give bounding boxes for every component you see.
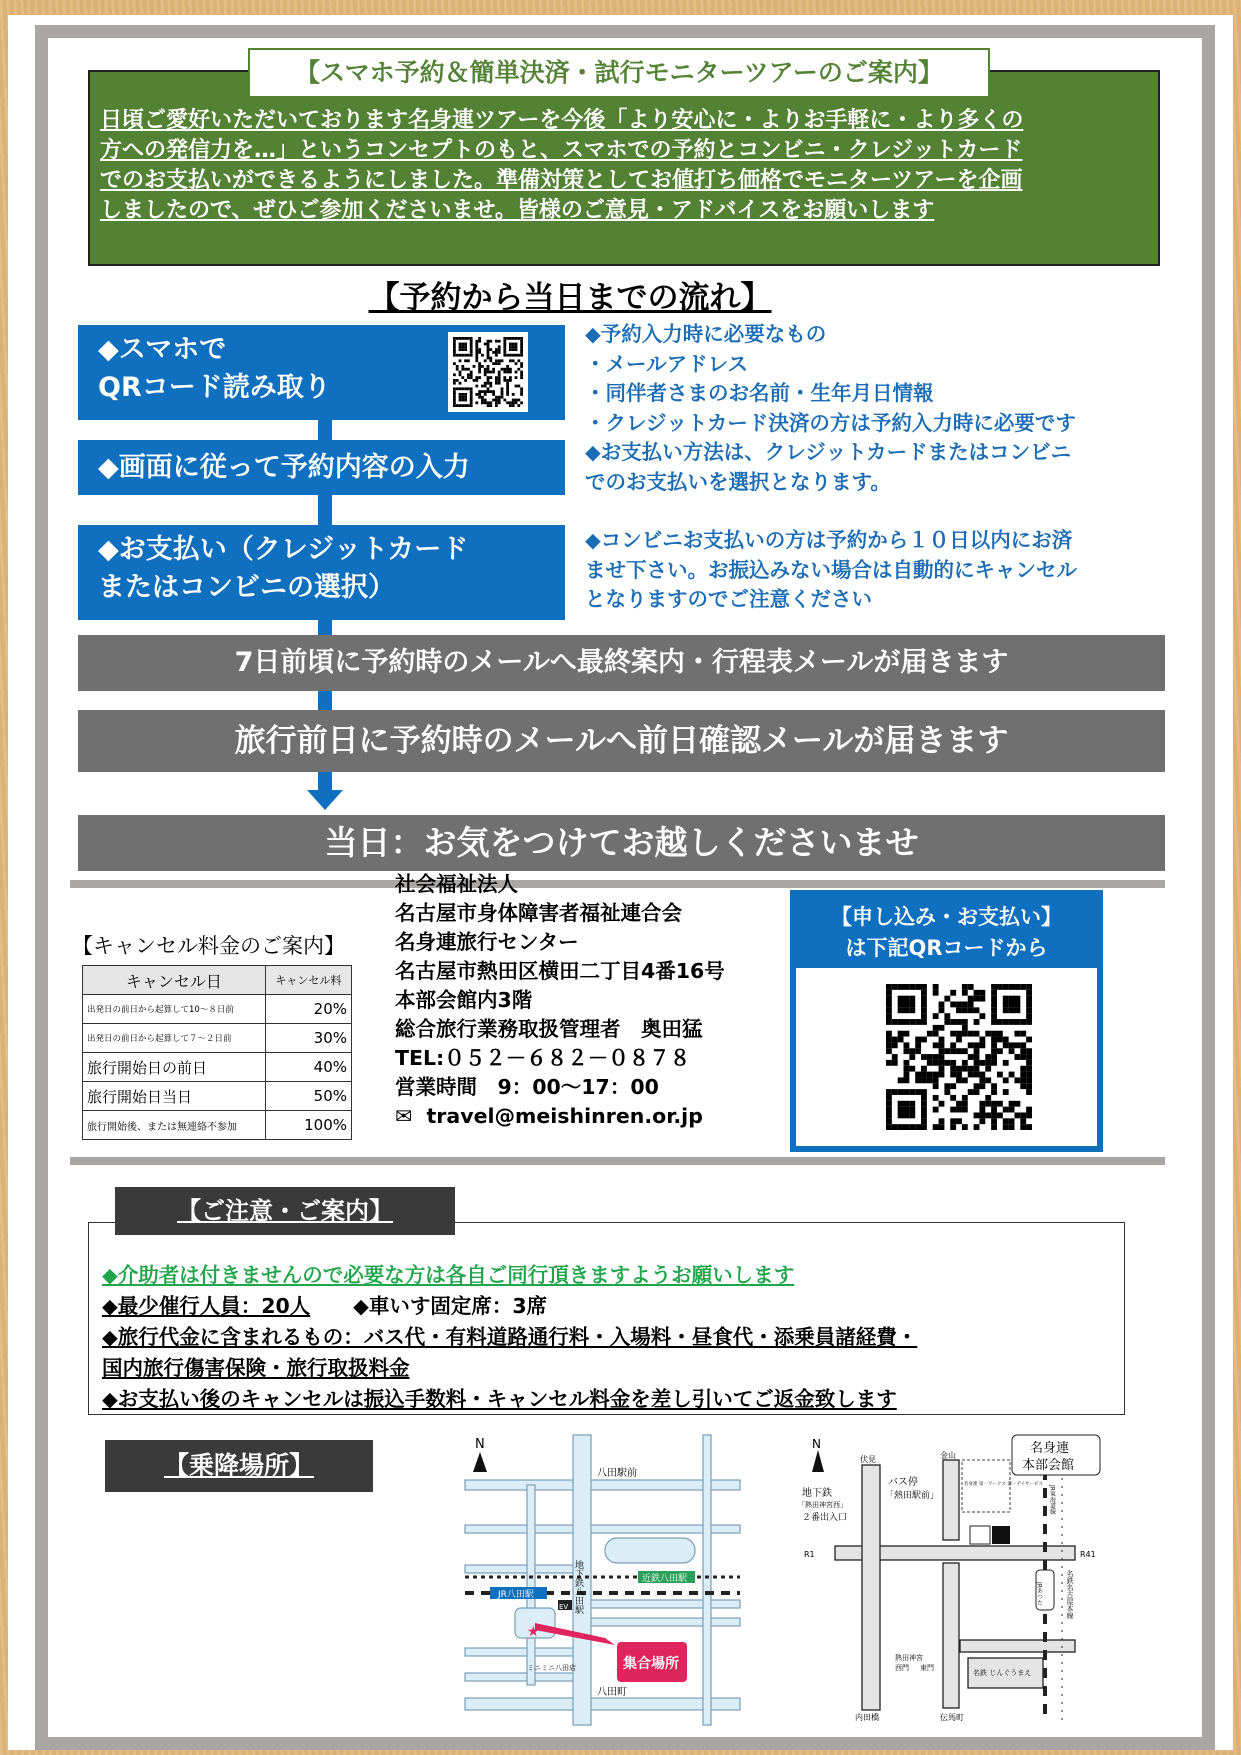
map-label: JR八田駅 (498, 1590, 534, 1600)
final-info-bar: 7日前頃に予約時のメールへ最終案内・行程表メールが届きます (78, 635, 1165, 691)
cancel-title: 【キャンセル料金のご案内】 (72, 934, 345, 958)
notice-line: ◆旅行代金に含まれるもの：バス代・有料道路通行料・入場料・昼食代・添乗員諸経費・ (102, 1325, 918, 1349)
business-hours: 営業時間 9：00～17：00 (395, 1075, 659, 1099)
step-input: ◆画面に従って予約内容の入力 (78, 440, 565, 495)
map-label: 金山 (940, 1451, 956, 1460)
contact-line: 総合旅行業務取扱管理者 奥田猛 (395, 1017, 703, 1041)
map-label: 西門 (895, 1664, 909, 1672)
required-notes (585, 320, 1076, 497)
map-label: 名鉄 じんぐうまえ (973, 1669, 1032, 1677)
mail-icon: ✉ (395, 1104, 413, 1128)
cell: 出発日の前日から起算して７～２日前 (83, 1024, 266, 1053)
day-before-bar: 旅行前日に予約時のメールへ前日確認メールが届きます (78, 710, 1165, 772)
cancel-table (82, 965, 352, 1140)
map-label: 伝馬町 (940, 1713, 964, 1722)
apply-line: 【申し込み・お支払い】 (831, 905, 1062, 929)
cell: 旅行開始日の前日 (83, 1053, 266, 1082)
apply-qr-box (790, 890, 1103, 1152)
note-line: でのお支払いを選択となります。 (585, 469, 891, 494)
note-line: ・クレジットカード決済の方は予約入力時に必要です (585, 410, 1076, 435)
apply-heading (796, 896, 1097, 968)
contact-line: 名身連旅行センター (395, 930, 579, 954)
map-label: 近鉄八田駅 (642, 1574, 688, 1584)
note-line: ◆コンビニお支払いの方は予約から１０日以内にお済 (585, 528, 1073, 552)
step-qr-scan (78, 325, 565, 420)
contact-info (395, 870, 725, 1131)
map-label: 熱田神宮 (895, 1654, 923, 1662)
boarding-title (105, 1440, 373, 1492)
table-row (83, 995, 352, 1024)
cell: 40% (265, 1053, 351, 1082)
map-label: 八田駅前 (597, 1468, 637, 1479)
table-row (83, 1082, 352, 1111)
table-row (83, 1111, 352, 1140)
cell: 20% (265, 995, 351, 1024)
intro-line: でのお支払いができるようにしました。準備対策としてお値打ち価格でモニターツアーを企画 (100, 168, 1023, 193)
notice-list (102, 1260, 917, 1415)
notice-line: ◆車いす固定席：3席 (353, 1294, 548, 1318)
step-label: ◆お支払い（クレジットカード (98, 534, 469, 565)
map-label: JR東海道線 (1048, 1485, 1056, 1515)
step-payment (78, 525, 565, 620)
map-label: バス停 (888, 1477, 918, 1488)
cell: 出発日の前日から起算して10～８日前 (83, 995, 266, 1024)
note-line: となりますのでご注意ください (585, 587, 872, 611)
meeting-point-label: 集合場所 (623, 1656, 679, 1672)
map-label: 「熱田駅前」 (885, 1491, 940, 1501)
map-label: R41 (1080, 1550, 1096, 1559)
qr-code-apply[interactable] (886, 984, 1032, 1134)
email-link[interactable]: travel@meishinren.or.jp (426, 1104, 703, 1128)
map-label: 八田町 (597, 1687, 627, 1698)
step-label: ◆スマホで (98, 334, 227, 365)
map-label: ２番出入口 (802, 1513, 848, 1523)
hq-label: 本部会館 (1022, 1458, 1075, 1473)
note-line: ◆お支払い方法は、クレジットカードまたはコンビニ (585, 440, 1072, 464)
cell: 旅行開始後、または無連絡不参加 (83, 1111, 266, 1140)
note-line: ◆予約入力時に必要なもの (585, 322, 827, 346)
notice-line: 国内旅行傷害保険・旅行取扱料金 (102, 1356, 410, 1380)
map-label: 「熱田神宮西」 (798, 1501, 847, 1509)
step-label: またはコンビニの選択） (98, 572, 395, 603)
map-label: EV (559, 1603, 569, 1611)
qr-code-small[interactable] (448, 332, 528, 412)
cell: 旅行開始日当日 (83, 1082, 266, 1111)
note-line: ・メールアドレス (585, 351, 748, 376)
map-label: JRあつた (1035, 1582, 1043, 1606)
map-label: 地下鉄八田駅 (573, 1560, 583, 1614)
note-line: ・同伴者さまのお名前・生年月日情報 (585, 381, 934, 405)
arrow-down-icon (307, 790, 343, 810)
map-label: 地下鉄 (802, 1488, 832, 1499)
star-icon: ★ (527, 1624, 540, 1640)
payment-notes (585, 526, 1077, 615)
notice-line: ◆最少催行人員：20人 (102, 1294, 311, 1318)
map-label: 内田橋 (855, 1713, 879, 1722)
table-row (83, 1053, 352, 1082)
intro-line: しましたので、ぜひご参加くださいませ。皆様のご意見・アドバイスをお願いします (100, 198, 935, 223)
flow-title: 【予約から当日までの流れ】 (368, 280, 772, 316)
table-row (83, 1024, 352, 1053)
travel-day-bar: 当日：お気をつけてお越しくださいませ (78, 815, 1165, 871)
notice-line: ◆お支払い後のキャンセルは振込手数料・キャンセル料金を差し引いてご返金致します (102, 1387, 897, 1411)
notice-title (115, 1187, 455, 1235)
meeting-point-map[interactable] (455, 1430, 780, 1730)
table-header: キャンセル料 (265, 966, 351, 995)
north-label: N (475, 1437, 485, 1452)
step-label: QRコード読み取り (98, 372, 331, 403)
cell: 100% (265, 1111, 351, 1140)
intro-line: 日頃ご愛好いただいております名身連ツアーを今後「より安心に・よりお手軽に・より多くの (100, 108, 1024, 133)
map-label: 名身連 第一ワークス 第一デイサービス (964, 1482, 1043, 1487)
contact-line: 社会福祉法人 (395, 872, 518, 896)
notice-line: ◆介助者は付きませんので必要な方は各自ご同行頂きますようお願いします (102, 1263, 795, 1287)
note-line: ませ下さい。お振込みない場合は自動的にキャンセル (585, 557, 1077, 582)
contact-line: 名古屋市熱田区横田二丁目4番16号 (395, 959, 725, 983)
flyer-title: 【スマホ予約＆簡単決済・試行モニターツアーのご案内】 (248, 48, 990, 98)
map-label: ミニミニ八田店 (527, 1664, 576, 1672)
cell: 50% (265, 1082, 351, 1111)
north-arrow-icon (812, 1450, 824, 1472)
north-label: N (812, 1437, 821, 1451)
intro-text (100, 106, 1150, 226)
table-header: キャンセル日 (83, 966, 266, 995)
north-arrow-icon (473, 1452, 487, 1472)
boarding-title-text: 【乗降場所】 (163, 1451, 314, 1480)
map-label: R1 (804, 1550, 815, 1559)
cell: 30% (265, 1024, 351, 1053)
contact-line: 本部会館内3階 (395, 988, 533, 1012)
hq-label: 名身連 (1030, 1441, 1070, 1456)
notice-title-text: 【ご注意・ご案内】 (177, 1197, 393, 1225)
intro-line: 方への発信力を…」というコンセプトのもと、スマホでの予約とコンビニ・クレジットカード (100, 138, 1023, 163)
apply-line: は下記QRコードから (845, 936, 1048, 960)
map-label: 名鉄名古屋本線 (1066, 1570, 1074, 1619)
map-label: 東門 (920, 1664, 934, 1672)
map-label: 伏見 (860, 1455, 876, 1464)
phone-number: TEL:０５２－６８２－０８７８ (395, 1046, 691, 1070)
contact-line: 名古屋市身体障害者福祉連合会 (395, 901, 682, 925)
divider (70, 1157, 1165, 1165)
hq-map[interactable] (790, 1430, 1120, 1730)
